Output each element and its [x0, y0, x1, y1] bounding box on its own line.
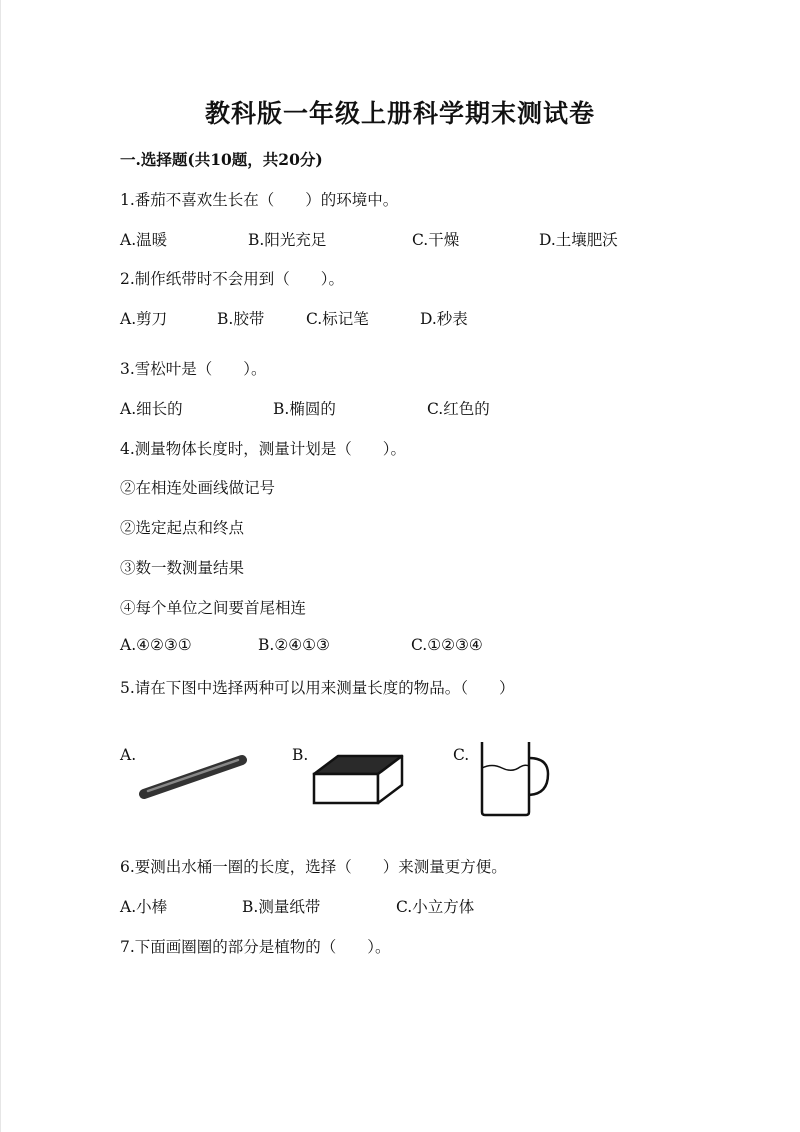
question-4-option-a: A.④②③① [120, 636, 192, 654]
question-4-step-4: ④每个单位之间要首尾相连 [120, 599, 307, 617]
question-3-stem: 3.雪松叶是（ ）。 [120, 360, 267, 378]
question-4-step-3: ③数一数测量结果 [120, 559, 245, 577]
question-5-label-a: A. [120, 746, 137, 764]
question-5-label-b: B. [292, 746, 309, 764]
question-2-option-d: D.秒表 [420, 310, 468, 328]
question-6-option-b: B.测量纸带 [242, 898, 321, 916]
question-4-step-1: ②在相连处画线做记号 [120, 479, 276, 497]
question-3-option-c: C.红色的 [427, 400, 490, 418]
question-2-option-c: C.标记笔 [306, 310, 369, 328]
question-5-stem: 5.请在下图中选择两种可以用来测量长度的物品。（ ） [120, 679, 515, 697]
question-1-option-a: A.温暖 [120, 231, 168, 249]
question-1-option-c: C.干燥 [412, 231, 460, 249]
section-heading: 一.选择题(共10题，共20分) [120, 150, 323, 169]
question-7-stem: 7.下面画圈圈的部分是植物的（ ）。 [120, 938, 391, 956]
page-edge [0, 0, 1, 1132]
block-icon [308, 748, 408, 808]
question-1-option-b: B.阳光充足 [248, 231, 327, 249]
question-4-step-2: ②选定起点和终点 [120, 519, 245, 537]
question-4-option-c: C.①②③④ [411, 636, 483, 654]
question-6-option-a: A.小棒 [120, 898, 168, 916]
question-3-option-b: B.椭圆的 [273, 400, 336, 418]
question-2-stem: 2.制作纸带时不会用到（ ）。 [120, 270, 345, 288]
question-2-option-a: A.剪刀 [120, 310, 168, 328]
question-6-stem: 6.要测出水桶一圈的长度，选择（ ）来测量更方便。 [120, 858, 507, 876]
question-4-stem: 4.测量物体长度时，测量计划是（ ）。 [120, 440, 407, 458]
cup-icon [476, 738, 556, 818]
question-5-label-c: C. [453, 746, 470, 764]
question-1-option-d: D.土壤肥沃 [539, 231, 618, 249]
question-1-stem: 1.番茄不喜欢生长在（ ）的环境中。 [120, 191, 399, 209]
question-3-option-a: A.细长的 [120, 400, 183, 418]
question-4-option-b: B.②④①③ [258, 636, 330, 654]
question-2-option-b: B.胶带 [217, 310, 265, 328]
question-6-option-c: C.小立方体 [396, 898, 475, 916]
page-title: 教科版一年级上册科学期末测试卷 [204, 99, 595, 128]
stick-icon [134, 746, 252, 806]
